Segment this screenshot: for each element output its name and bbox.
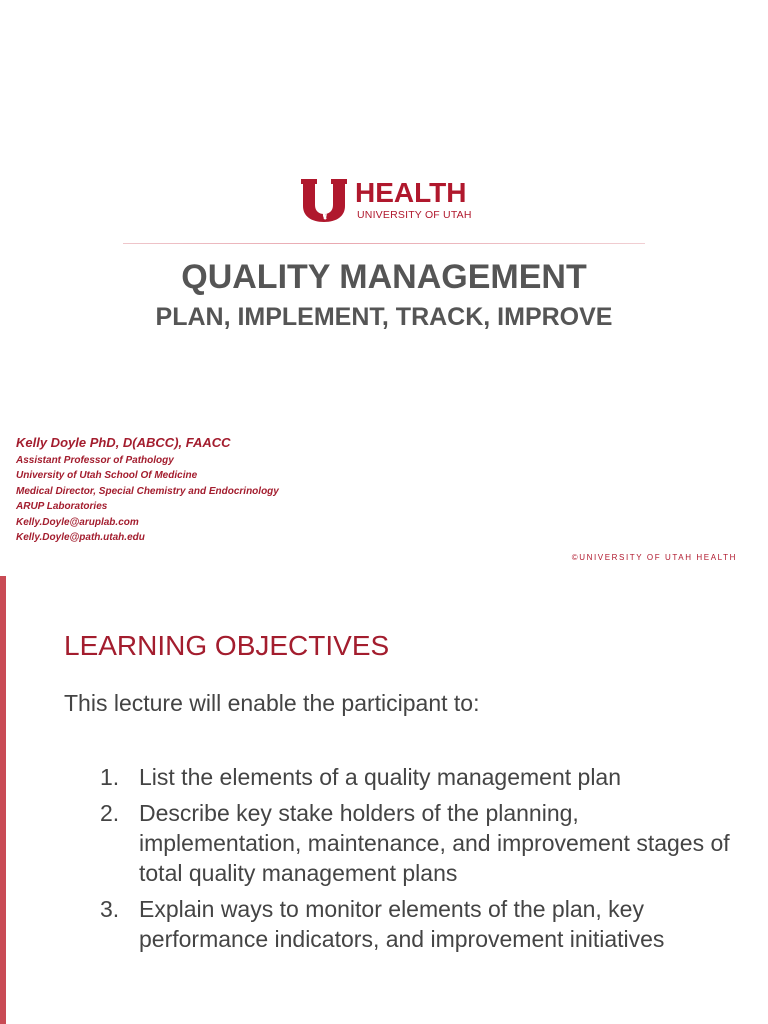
objectives-list	[100, 762, 730, 960]
author-position: Medical Director, Special Chemistry and Endocrinology	[16, 485, 279, 497]
author-organization: ARUP Laboratories	[16, 501, 108, 513]
objective-text: Explain ways to monitor elements of the plan, key performance indicators, and improvement initiatives	[139, 896, 665, 952]
objective-item	[100, 762, 730, 792]
objective-number: 2.	[100, 800, 120, 826]
university-of-utah-health-logo	[301, 177, 472, 223]
author-title: Assistant Professor of Pathology	[16, 455, 174, 466]
presentation-subtitle: PLAN, IMPLEMENT, TRACK, IMPROVE	[155, 303, 613, 331]
author-info	[16, 434, 279, 545]
slide-accent-bar	[0, 576, 6, 1024]
objective-number: 1.	[100, 764, 120, 790]
logo-subtext: UNIVERSITY OF UTAH	[357, 209, 472, 221]
objective-item	[100, 798, 730, 888]
copyright-notice: ©UNIVERSITY OF UTAH HEALTH	[571, 553, 737, 562]
block-u-logo-icon	[301, 179, 347, 222]
objectives-slide	[0, 576, 768, 1024]
objective-text: List the elements of a quality management plan	[139, 764, 622, 790]
intro-text: This lecture will enable the participant to:	[64, 690, 480, 716]
logo-wordmark: HEALTH	[355, 177, 467, 208]
section-heading: LEARNING OBJECTIVES	[64, 630, 390, 661]
author-name: Kelly Doyle PhD, D(ABCC), FAACC	[16, 435, 231, 450]
objective-item	[100, 894, 730, 954]
author-email-aruplab: Kelly.Doyle@aruplab.com	[16, 516, 139, 528]
presentation-title: QUALITY MANAGEMENT	[181, 258, 587, 296]
objective-text: Describe key stake holders of the planning, implementation, maintenance, and improvement stages of total quality management plans	[139, 800, 730, 886]
objective-number: 3.	[100, 896, 120, 922]
author-email-path: Kelly.Doyle@path.utah.edu	[16, 532, 145, 544]
title-divider	[123, 243, 645, 244]
author-affiliation: University of Utah School Of Medicine	[16, 470, 198, 482]
